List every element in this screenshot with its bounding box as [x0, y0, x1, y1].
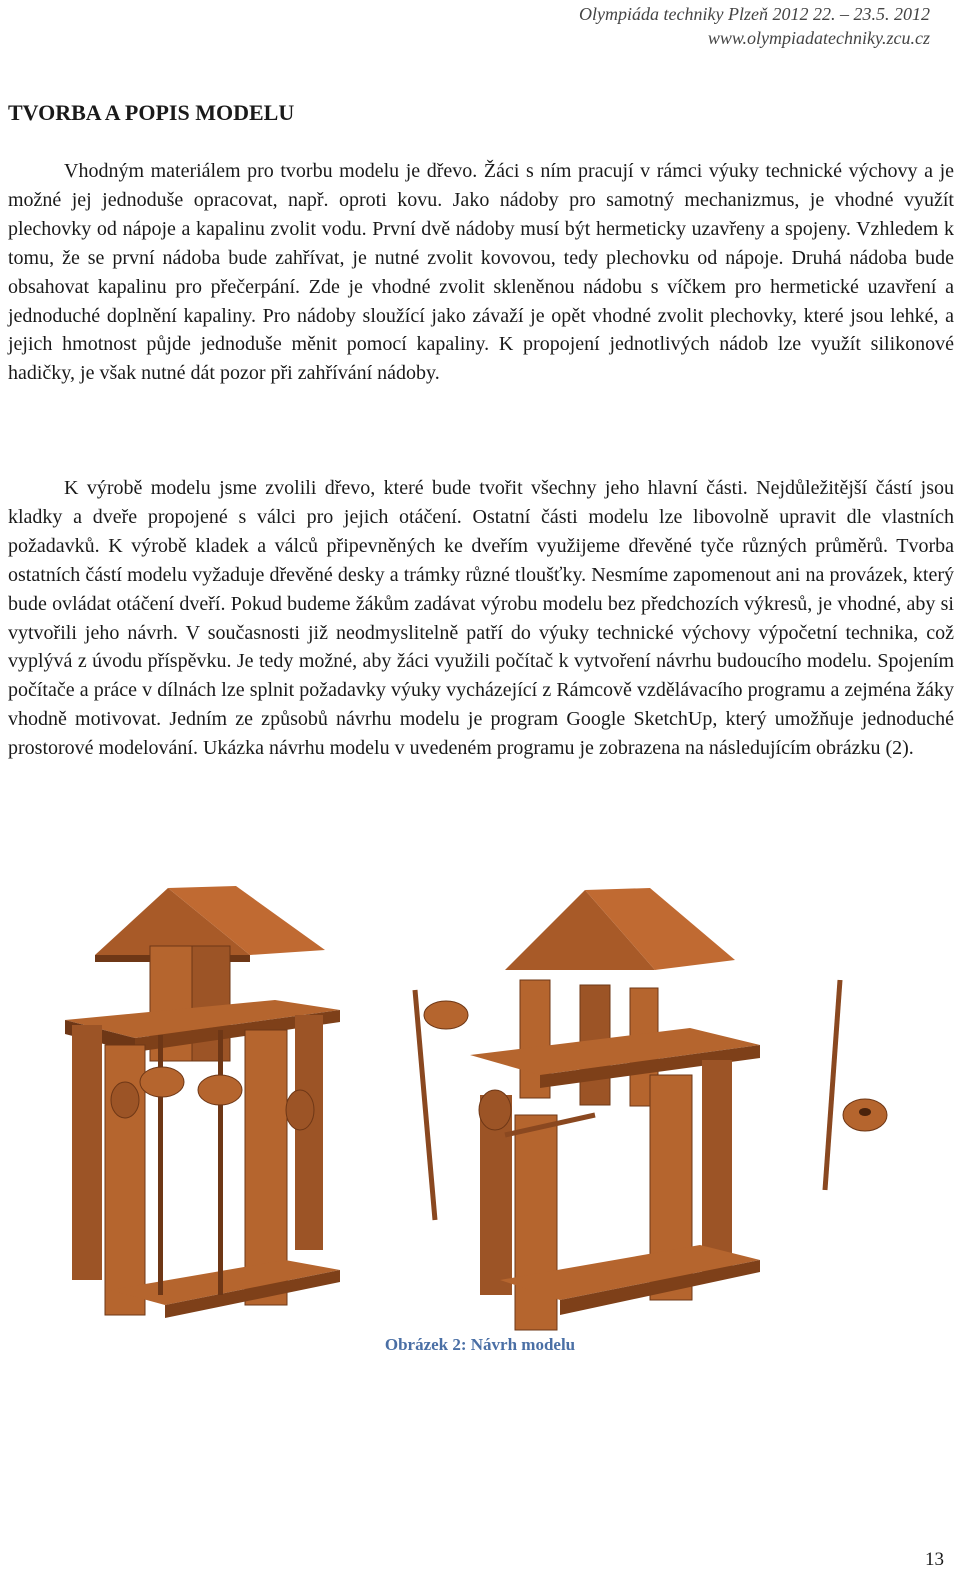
axle-right	[218, 1030, 223, 1295]
paragraph-materials: Vhodným materiálem pro tvorbu modelu je dřevo. Žáci s ním pracují v rámci výuky technické výchovy a je možné jej jednoduše opracovat, např. oproti kovu. Jako nádoby pro samotný mechanizmus, je vhodné využít plechovky od nápoje a kapalinu zvolit vodu. První dvě nádoby musí být hermeticky uzavřeny a spojeny. Vzhledem k tomu, že se první nádoba bude zahřívat, je nutné zvolit kovovou, tedy plechovku od nápoje. Druhá nádoba bude obsahovat kapalinu pro přečerpání. Zde je vhodné zvolit skleněnou nádobu s víčkem pro hermetické uzavření a jednoduché doplnění kapaliny. Pro nádoby sloužící jako závaží je opět vhodné zvolit plechovky, které jsou lehké, a jejich hmotnost půjde jednoduše měnit pomocí kapaliny. K propojení jednotlivých nádob lze využít silikonové hadičky, je však nutné dát pozor při zahřívání nádoby.	[8, 160, 954, 385]
pulley-side-right	[286, 1090, 314, 1130]
exploded-pulley-side	[479, 1090, 511, 1130]
post-back-right	[295, 1015, 323, 1250]
figure-caption: Obrázek 2: Návrh modelu	[384, 1335, 576, 1354]
pulley-2	[198, 1075, 242, 1105]
exploded-rod-right	[825, 980, 840, 1190]
post-back-left	[72, 1025, 102, 1280]
page-header	[579, 2, 930, 50]
assembled-model	[65, 886, 340, 1318]
paragraph-model-construction: K výrobě modelu jsme zvolili dřevo, které bude tvořit všechny jeho hlavní části. Nejdůležitější částí jsou kladky a dveře propojené s válci pro jejich otáčení. Ostatní části modelu lze libovolně upravit dle vlastních požadavků. K výrobě kladek a válců připevněných ke dveřím využijeme dřevěné tyče různých průměrů. Tvorba ostatních částí modelu vyžaduje dřevěné desky a trámky různé tloušťky. Nesmíme zapomenout ani na provázek, který bude ovládat otáčení dveří. Pokud budeme žákům zadávat výrobu modelu bez předchozích výkresů, je vhodné, aby si vytvořili jeho návrh. V současnosti již neodmyslitelně patří do výuky technické výchovy výpočetní technika, což vyplývá z úvodu příspěvku. Je tedy možné, aby žáci využili počítač k vytvoření návrhu budoucího modelu. Spojením počítače a práce v dílnách lze splnit požadavky výuky vycházející z Rámcově vzdělávacího programu a zejména žáky vhodně motivovat. Jedním ze způsobů návrhu modelu je program Google SketchUp, který umožňuje jednoduché prostorové modelování. Ukázka návrhu modelu v uvedeném programu je zobrazena na následujícím obrázku (2).	[8, 477, 954, 760]
model-illustration	[50, 860, 950, 1340]
exploded-post-back-right	[702, 1060, 732, 1275]
exploded-model	[415, 888, 887, 1330]
exploded-post-front-left	[515, 1115, 557, 1330]
exploded-pulley-top	[424, 1001, 468, 1029]
header-event-title: Olympiáda techniky Plzeň 2012 22. – 23.5. 2012	[579, 4, 930, 24]
page-number: 13	[925, 1549, 944, 1570]
header-website: www.olympiadatechniky.zcu.cz	[707, 28, 930, 48]
pulley-1	[140, 1067, 184, 1097]
pulley-side-left	[111, 1082, 139, 1118]
section-heading: TVORBA A POPIS MODELU	[8, 100, 295, 125]
door-right	[192, 946, 230, 1061]
model-design-figure	[50, 860, 950, 1340]
